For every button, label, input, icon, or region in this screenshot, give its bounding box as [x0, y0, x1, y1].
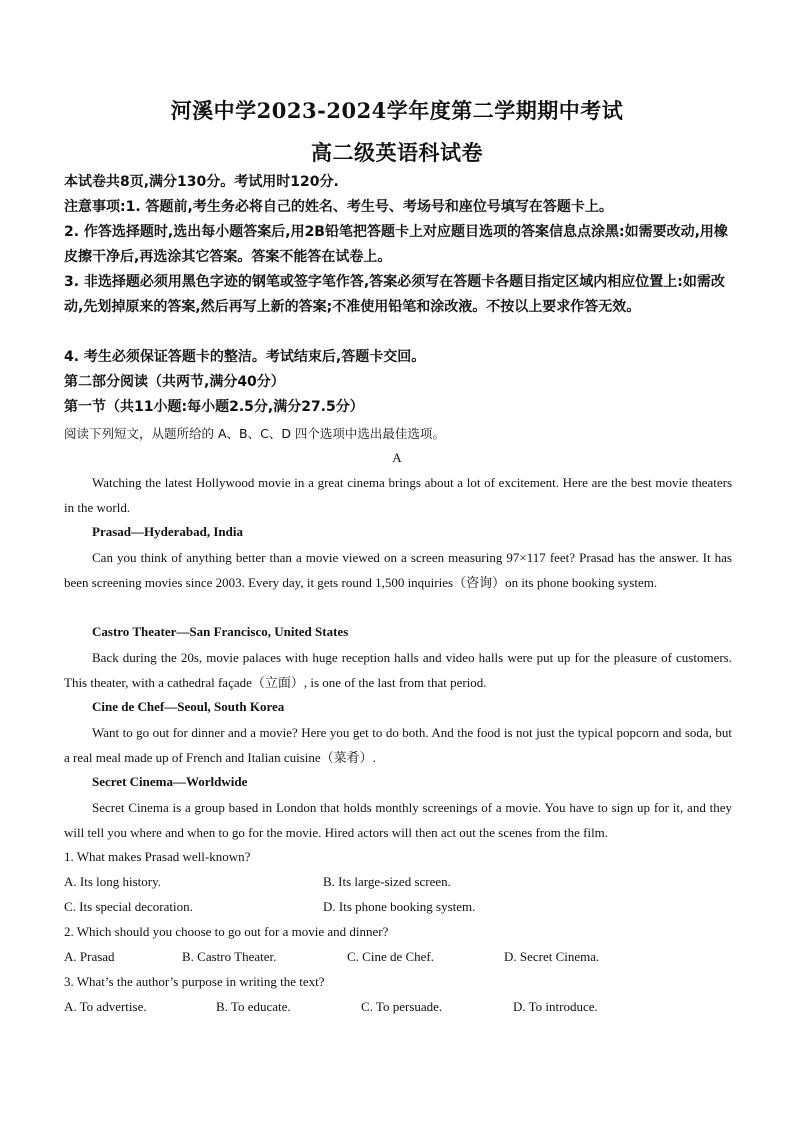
passage-intro: Watching the latest Hollywood movie in a great cinema brings about a lot of excitement. Here are the best movie theaters in the world. [64, 475, 732, 515]
question-option: A. Prasad [64, 949, 115, 964]
directions-text: 阅读下列短文，从题所给的 A、B、C、D 四个选项中选出最佳选项。 [64, 426, 445, 441]
passage-item-heading: Castro Theater—San Francisco, United States [92, 624, 349, 639]
section-heading: 第一节（共11小题:每小题2.5分,满分27.5分） [64, 399, 364, 415]
passage-item-text: Secret Cinema is a group based in London that holds monthly screenings of a movie. You have to sign up for it, and they will tell you where and when to go for the movie. Hired actors will then act out the scenes from the film. [64, 800, 732, 840]
question-option: D. Secret Cinema. [504, 949, 600, 964]
question-option: B. Its large-sized screen. [323, 874, 451, 889]
question-option: B. To educate. [216, 999, 291, 1014]
passage-item-heading: Prasad—Hyderabad, India [92, 524, 243, 539]
instruction-note-2: 2. 作答选择题时,选出每小题答案后,用2B铅笔把答题卡上对应题目选项的答案信息点涂黑:如需要改动,用橡皮擦干净后,再选涂其它答案。答案不能答在试卷上。 [64, 224, 728, 265]
question-option: A. To advertise. [64, 999, 147, 1014]
passage-item-heading: Secret Cinema—Worldwide [92, 774, 248, 789]
instruction-note-4: 4. 考生必须保证答题卡的整洁。考试结束后,答题卡交回。 [64, 349, 426, 365]
question-stem: 1. What makes Prasad well-known? [64, 849, 251, 864]
question-stem: 2. Which should you choose to go out for a movie and dinner? [64, 924, 389, 939]
instruction-note-1: 注意事项:1. 答题前,考生务必将自己的姓名、考生号、考场号和座位号填写在答题卡上。 [64, 199, 613, 215]
passage-label: A [392, 450, 402, 465]
question-option: C. Its special decoration. [64, 899, 193, 914]
passage-item-heading: Cine de Chef—Seoul, South Korea [92, 699, 285, 714]
question-option: D. To introduce. [513, 999, 598, 1014]
passage-item-text: Back during the 20s, movie palaces with huge reception halls and video halls were put up for the pleasure of customers. This theater, with a cathedral façade（立面）, is one of the last from that period. [64, 650, 732, 690]
question-option: D. Its phone booking system. [323, 899, 476, 914]
question-option: A. Its long history. [64, 874, 162, 889]
passage-item-text: Can you think of anything better than a movie viewed on a screen measuring 97×117 feet? Prasad has the answer. It has been screening movies since 2003. Every day, it gets round 1,500 inquiries（咨询）on its phone booking system. [64, 550, 732, 590]
exam-title: 河溪中学2023-2024学年度第二学期期中考试 [170, 98, 624, 123]
passage-item-text: Want to go out for dinner and a movie? Here you get to do both. And the food is not just the typical popcorn and soda, but a real meal made up of French and Italian cuisine（菜肴）. [64, 725, 732, 765]
question-option: C. Cine de Chef. [347, 949, 435, 964]
question-option: C. To persuade. [361, 999, 443, 1014]
question-stem: 3. What’s the author’s purpose in writing the text? [64, 974, 325, 989]
instruction-note-3: 3. 非选择题必须用黑色字迹的钢笔或签字笔作答,答案必须写在答题卡各题目指定区域内相应位置上:如需改动,先划掉原来的答案,然后再写上新的答案;不准使用铅笔和涂改液。不按以上要求作答无效。 [64, 274, 725, 315]
part-heading: 第二部分阅读（共两节,满分40分） [64, 374, 285, 390]
exam-subtitle: 高二级英语科试卷 [311, 140, 483, 165]
exam-intro: 本试卷共8页,满分130分。考试用时120分. [64, 174, 339, 190]
question-option: B. Castro Theater. [182, 949, 277, 964]
